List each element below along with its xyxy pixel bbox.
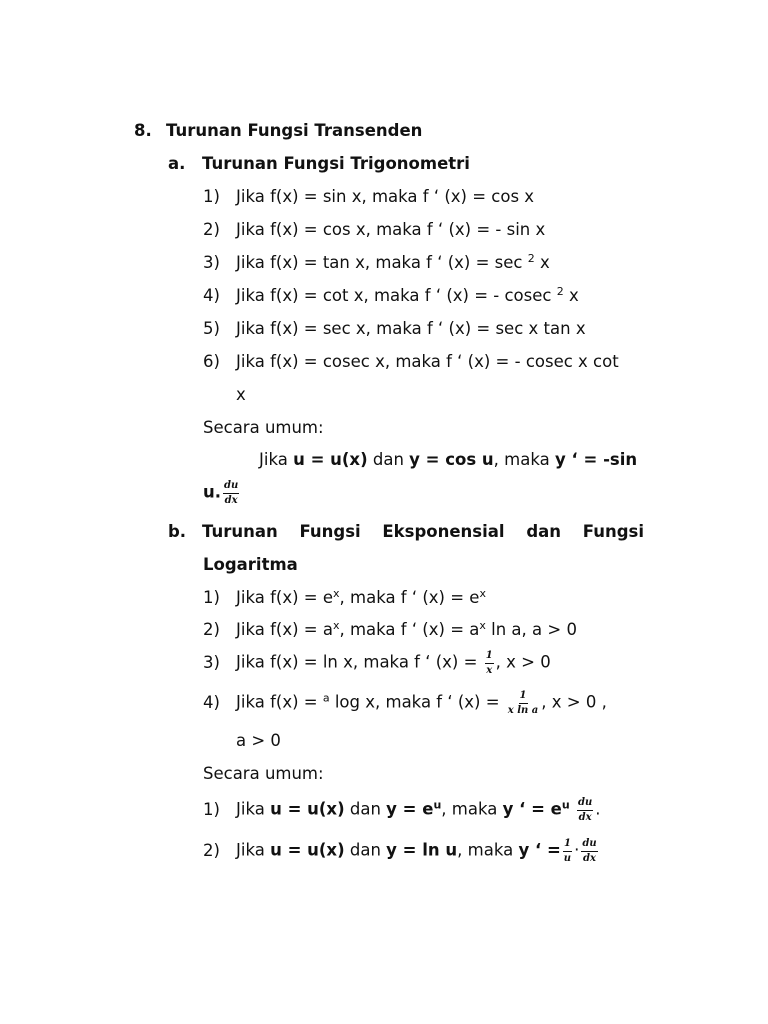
exp-rule-2: 2) Jika $f(x) = a^x$, maka f ‘ $(x) = a^x$ ln a, a > 0	[203, 619, 577, 639]
general-rule-exp: 1) Jika u = u(x) dan $y = e^u$, maka y ‘ = $e^u$ $\frac{du}{dx}$ .	[203, 797, 601, 823]
trig-rule-1: 1) Jika f(x) = sin x, maka f ‘ (x) = cos x	[203, 187, 535, 206]
trig-rule-5: 5) Jika f(x) = sec x, maka f ‘ (x) = sec x tan x	[203, 319, 586, 338]
general-rule-cos-continuation: u. $\frac{du}{dx}$	[203, 480, 239, 506]
trig-rule-4: 4) Jika f(x) = cot x, maka f ‘ (x) = - cosec $^2$ x	[203, 285, 579, 305]
fraction-du-dx-exp: $\frac{du}{dx}$	[577, 797, 593, 823]
subsection-a-letter: a.	[168, 154, 186, 173]
subsection-b-title: Turunan Fungsi Eksponensial dan Fungsi	[202, 522, 644, 541]
general-label-a: Secara umum:	[203, 418, 324, 437]
log-rule-3: 3) Jika f(x) = ln x, maka f ‘ (x) = $\frac{1}{x}$ , x > 0	[203, 650, 551, 676]
fraction-1-over-xlna: $\frac{1}{\text{x ln a}}$	[507, 690, 539, 716]
trig-rule-2: 2) Jika f(x) = cos x, maka f ‘ (x) = - sin x	[203, 220, 546, 239]
log-rule-4: 4) Jika f(x) = $^a$ log x, maka f ‘ (x) = $\frac{1}{\text{x ln a}}$ , x > 0 ,	[203, 690, 607, 716]
trig-rule-6: 6) Jika f(x) = cosec x, maka f ‘ (x) = - cosec x cot	[203, 352, 619, 371]
subsection-b-heading	[168, 522, 644, 542]
section-number: 8.	[134, 121, 152, 140]
subsection-a-title: Turunan Fungsi Trigonometri	[202, 154, 470, 173]
general-rule-ln: 2) Jika u = u(x) dan y = ln u, maka y ‘ = $\frac{1}{u}$ · $\frac{du}{dx}$	[203, 838, 597, 864]
subsection-b-letter: b.	[168, 522, 187, 541]
section-heading	[134, 121, 422, 141]
section-title: Turunan Fungsi Transenden	[166, 121, 423, 140]
fraction-du-dx: $\frac{du}{dx}$	[224, 480, 239, 506]
log-rule-4-continuation: a > 0	[236, 731, 281, 750]
general-rule-cos: Jika u = u(x) dan y = cos u, maka y ‘ = -sin	[259, 450, 638, 469]
subsection-a-heading	[168, 154, 470, 174]
fraction-1-over-u: $\frac{1}{u}$	[563, 838, 572, 864]
subsection-b-title-line2: Logaritma	[203, 555, 298, 574]
fraction-du-dx-ln: $\frac{du}{dx}$	[582, 838, 597, 864]
fraction-1-over-x: $\frac{1}{x}$	[485, 650, 493, 676]
trig-rule-6-continuation: x	[236, 385, 246, 404]
general-label-b: Secara umum:	[203, 764, 324, 783]
exp-rule-1: 1) Jika $f(x) = e^x$, maka f ‘ $(x) = e^x$	[203, 587, 486, 607]
trig-rule-3: 3) Jika f(x) = tan x, maka f ‘ (x) = sec $^2$ x	[203, 252, 550, 272]
